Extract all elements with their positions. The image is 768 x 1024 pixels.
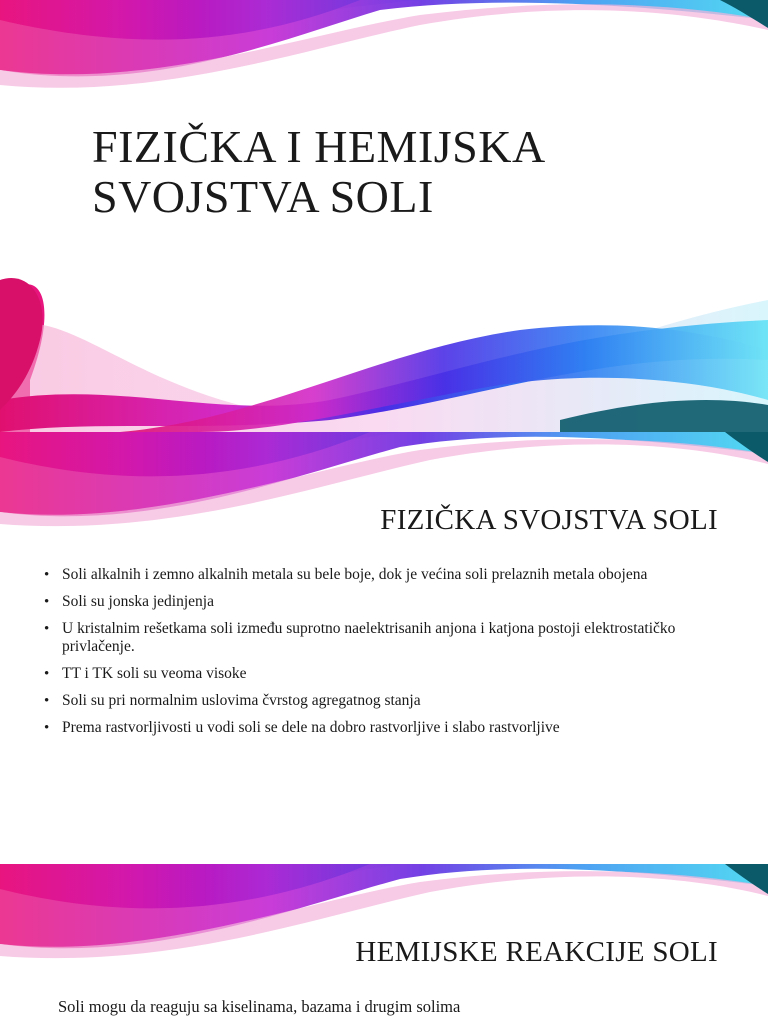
title-line-1: FIZIČKA I HEMIJSKA [92, 121, 546, 172]
slide-title: HEMIJSKE REAKCIJE SOLI [355, 936, 718, 968]
title-slide [0, 0, 768, 432]
list-item: • Soli su jonska jedinjenja [44, 593, 684, 611]
list-item: • Prema rastvorljivosti u vodi soli se dele na dobro rastvorljive i slabo rastvorljive [44, 719, 684, 737]
list-item: • TT i TK soli su veoma visoke [44, 665, 684, 683]
physical-properties-slide [0, 432, 768, 864]
list-item: • Soli su pri normalnim uslovima čvrstog agregatnog stanja [44, 692, 684, 710]
chemical-reactions-slide [0, 864, 768, 1024]
list-item: • Soli alkalnih i zemno alkalnih metala su bele boje, dok je većina soli prelaznih metala obojena [44, 566, 684, 584]
presentation-title [92, 122, 546, 222]
body-text: Soli mogu da reaguju sa kiselinama, bazama i drugim solima [58, 997, 461, 1016]
bullet-list [44, 566, 684, 746]
title-line-2: SVOJSTVA SOLI [92, 171, 434, 222]
slide-title: FIZIČKA SVOJSTVA SOLI [380, 504, 718, 536]
list-item: • U kristalnim rešetkama soli između suprotno naelektrisanih anjona i katjona postoji elektrostatičko privlačenje. [44, 620, 684, 656]
